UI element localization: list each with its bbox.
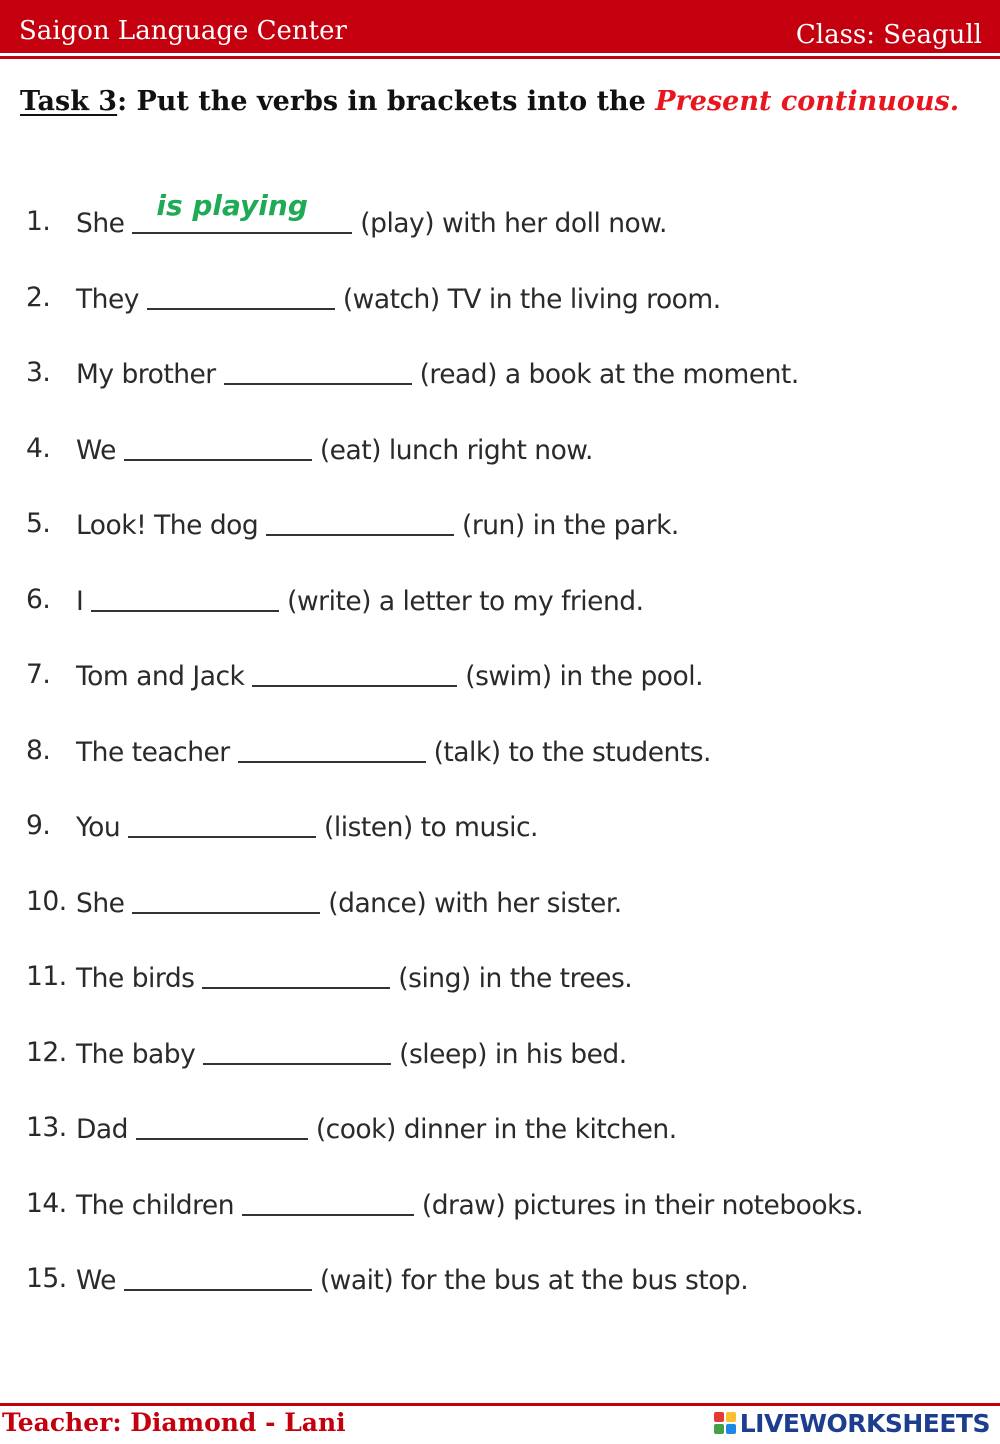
exercise-item-10 bbox=[26, 882, 996, 922]
item-number: 1. bbox=[26, 206, 51, 237]
item-text-before: I bbox=[76, 586, 92, 617]
item-text-after: (run) in the park. bbox=[454, 510, 679, 541]
item-number: 7. bbox=[26, 659, 51, 690]
answer-text: is playing bbox=[156, 189, 308, 222]
exercise-item-6 bbox=[26, 580, 996, 620]
exercise-item-13 bbox=[26, 1108, 996, 1148]
item-text-before: She bbox=[76, 208, 133, 239]
exercise-item-12 bbox=[26, 1033, 996, 1073]
item-number: 9. bbox=[26, 810, 51, 841]
teacher-name: Teacher: Diamond - Lani bbox=[2, 1408, 346, 1437]
item-text-after: (eat) lunch right now. bbox=[311, 435, 593, 466]
item-text-before: You bbox=[76, 812, 129, 843]
school-name: Saigon Language Center bbox=[19, 16, 347, 46]
item-number: 4. bbox=[26, 433, 51, 464]
item-text-before: They bbox=[76, 284, 147, 315]
item-text-before: The teacher bbox=[76, 737, 238, 768]
footer-divider bbox=[0, 1403, 1000, 1406]
item-text-after: (cook) dinner in the kitchen. bbox=[307, 1114, 677, 1145]
answer-blank[interactable] bbox=[91, 580, 279, 612]
liveworksheets-logo-icon bbox=[714, 1412, 736, 1434]
exercise-item-11 bbox=[26, 957, 996, 997]
item-text-after: (talk) to the students. bbox=[425, 737, 711, 768]
task-emphasis: Present continuous. bbox=[655, 86, 960, 117]
item-text-before: We bbox=[76, 1265, 124, 1296]
item-text-after: (dance) with her sister. bbox=[320, 888, 622, 919]
item-text-after: (wait) for the bus at the bus stop. bbox=[311, 1265, 749, 1296]
item-number: 5. bbox=[26, 508, 51, 539]
item-text-after: (write) a letter to my friend. bbox=[279, 586, 644, 617]
answer-blank[interactable] bbox=[124, 1259, 312, 1291]
answer-blank[interactable] bbox=[266, 504, 454, 536]
answer-blank[interactable] bbox=[224, 353, 412, 385]
class-label: Class: Seagull bbox=[795, 20, 982, 50]
item-text-before: The birds bbox=[76, 963, 203, 994]
item-text-before: Look! The dog bbox=[76, 510, 267, 541]
item-text-before: Dad bbox=[76, 1114, 136, 1145]
answer-blank[interactable] bbox=[132, 882, 320, 914]
item-text-after: (play) with her doll now. bbox=[352, 208, 667, 239]
exercise-item-3 bbox=[26, 353, 996, 393]
item-text-before: We bbox=[76, 435, 124, 466]
liveworksheets-brand[interactable] bbox=[714, 1407, 990, 1439]
item-number: 15. bbox=[26, 1263, 67, 1294]
item-text-after: (draw) pictures in their notebooks. bbox=[413, 1190, 864, 1221]
task-text: : Put the verbs in brackets into the bbox=[117, 86, 656, 117]
item-number: 3. bbox=[26, 357, 51, 388]
answer-blank[interactable] bbox=[238, 731, 426, 763]
item-text-before: My brother bbox=[76, 359, 224, 390]
answer-blank[interactable] bbox=[136, 1108, 308, 1140]
answer-blank[interactable] bbox=[128, 806, 316, 838]
item-text-after: (sleep) in his bed. bbox=[391, 1039, 627, 1070]
exercise-item-2 bbox=[26, 278, 996, 318]
brand-text: LIVEWORKSHEETS bbox=[739, 1408, 990, 1438]
task-label: Task 3 bbox=[20, 86, 118, 117]
item-number: 12. bbox=[26, 1037, 67, 1068]
exercise-item-9 bbox=[26, 806, 996, 846]
item-number: 10. bbox=[26, 886, 67, 917]
exercise-item-8 bbox=[26, 731, 996, 771]
answer-blank[interactable] bbox=[252, 655, 457, 687]
item-text-after: (read) a book at the moment. bbox=[411, 359, 799, 390]
item-number: 6. bbox=[26, 584, 51, 615]
answer-blank[interactable] bbox=[202, 957, 390, 989]
exercise-item-1 bbox=[26, 189, 996, 242]
item-text-after: (swim) in the pool. bbox=[457, 661, 704, 692]
exercise-item-5 bbox=[26, 504, 996, 544]
exercise-item-15 bbox=[26, 1259, 996, 1299]
exercise-item-4 bbox=[26, 429, 996, 469]
item-text-after: (listen) to music. bbox=[316, 812, 538, 843]
item-text-after: (sing) in the trees. bbox=[390, 963, 633, 994]
exercise-item-7 bbox=[26, 655, 996, 695]
item-number: 14. bbox=[26, 1188, 67, 1219]
item-text-before: She bbox=[76, 888, 133, 919]
item-text-before: The children bbox=[76, 1190, 242, 1221]
item-number: 8. bbox=[26, 735, 51, 766]
answer-blank[interactable] bbox=[203, 1033, 391, 1065]
answer-blank[interactable] bbox=[147, 278, 335, 310]
answer-blank[interactable] bbox=[242, 1184, 414, 1216]
answer-blank[interactable] bbox=[124, 429, 312, 461]
item-text-after: (watch) TV in the living room. bbox=[334, 284, 721, 315]
exercise-item-14 bbox=[26, 1184, 996, 1224]
item-text-before: Tom and Jack bbox=[76, 661, 253, 692]
item-number: 2. bbox=[26, 282, 51, 313]
item-number: 11. bbox=[26, 961, 67, 992]
item-text-before: The baby bbox=[76, 1039, 204, 1070]
answer-blank[interactable] bbox=[132, 189, 352, 234]
item-number: 13. bbox=[26, 1112, 67, 1143]
